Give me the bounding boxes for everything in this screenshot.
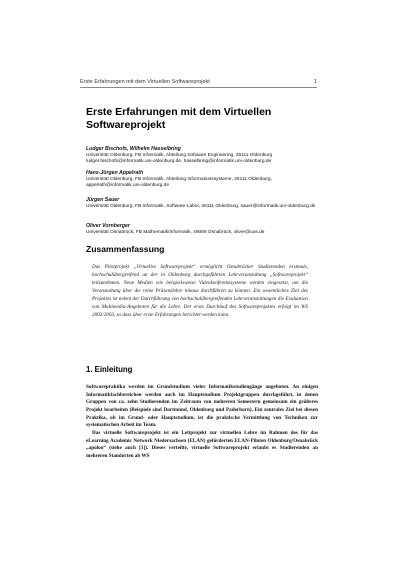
paragraph: Softwarepraktika werden im Grundstudium vieler Informatikstudiengänge angeboten. An einigen Informatikfachbereichen werden auch im Hauptstudium Projektgruppen durchgeführt, in denen Gruppen von ca. zehn Studierenden im Zeitraum von mehreren Semestern gemeinsam ein größeres Projekt bearbeiten (Beispiele sind Dortmund, Oldenburg und Paderborn). Ein zentrales Ziel bei diesen Praktika, ob im Grund- oder Hauptstudium, ist die praktische Vermittlung von Techniken zur systematischen Arbeit im Team. [86,384,318,429]
author-affiliation: Universität Oldenburg, FB Informatik, Software-Labor, 26111 Oldenburg, sauer@informatik.uni-oldenburg.de [86,203,316,209]
author-names: Hans-Jürgen Appelrath [86,170,144,176]
author-block-1 [86,146,318,165]
page-number: 1 [313,79,317,85]
author-names: Ludger Bischofs, Wilhelm Hasselbring [86,146,181,152]
abstract-heading: Zusammenfassung [86,244,165,254]
author-email: appelrath@informatik.uni-oldenburg.de [86,182,170,188]
running-header [80,80,317,88]
running-title: Erste Erfahrungen mit dem Virtuellen Softwareprojekt [80,79,210,85]
paragraph: Das virtuelle Softwareprojekt ist ein Leitprojekt zur virtuellen Lehre im Rahmen des für das eLearning Academic Network Niedersachsen (ELAN) geförderten ELAN-Piloten Oldenburg/Osnabrück „apoloo“ (siehe auch [1]). Dieses verteilte, virtuelle Softwareprojekt erlaubt es Studierenden an mehreren Standorten ab WS [86,429,318,459]
author-block-4 [86,223,318,236]
author-affiliation: Universität Oldenburg, FB Informatik, Abteilung Informationssysteme, 26111 Oldenburg, [86,176,272,182]
author-block-3 [86,197,318,210]
author-affiliation: Universität Osnabrück, FB Mathematik/Informatik, 49069 Osnabrück, oliver@uos.de [86,229,265,235]
abstract [92,264,308,320]
author-names: Jürgen Sauer [86,197,120,203]
author-email: ludger.bischofs@informatik.uni-oldenburg.de, hasselbring@informatik.uni-oldenburg.de [86,158,272,164]
abstract-text: Das Pilotprojekt „Virtuelles Softwareprojekt“ ermöglicht Osnabrücker Studierenden erstmals, hochschulübergreifend an der in Oldenburg durchgeführten Lehrveranstaltung „Softwareprojekt“ teilzunehmen. Neue Medien wie beispielsweise Videokonferenzsysteme werden eingesetzt, um die Veranstaltung über die reine Präsenzlehre hinaus durchführen zu können. Ein wesentliches Ziel des Projektes ist neben der Durchführung von hochschulübergreifenden Lehrveranstaltungen die Evaluation von Multimedia-Angeboten für die Lehre. Der erste Durchlauf des Softwareprojektes erfolgt im WS 2002/2003, so dass über erste Erfahrungen berichtet werden kann. [92,264,308,318]
introduction-body [86,384,318,461]
author-names: Oliver Vornberger [86,223,130,229]
paper-title: Erste Erfahrungen mit dem Virtuellen Softwareprojekt [86,106,272,131]
author-block-2 [86,170,318,189]
author-affiliation: Universität Oldenburg, FB Informatik, Abteilung Software Engineering, 26111 Oldenburg [86,152,273,158]
introduction-heading: 1. Einleitung [86,365,133,374]
